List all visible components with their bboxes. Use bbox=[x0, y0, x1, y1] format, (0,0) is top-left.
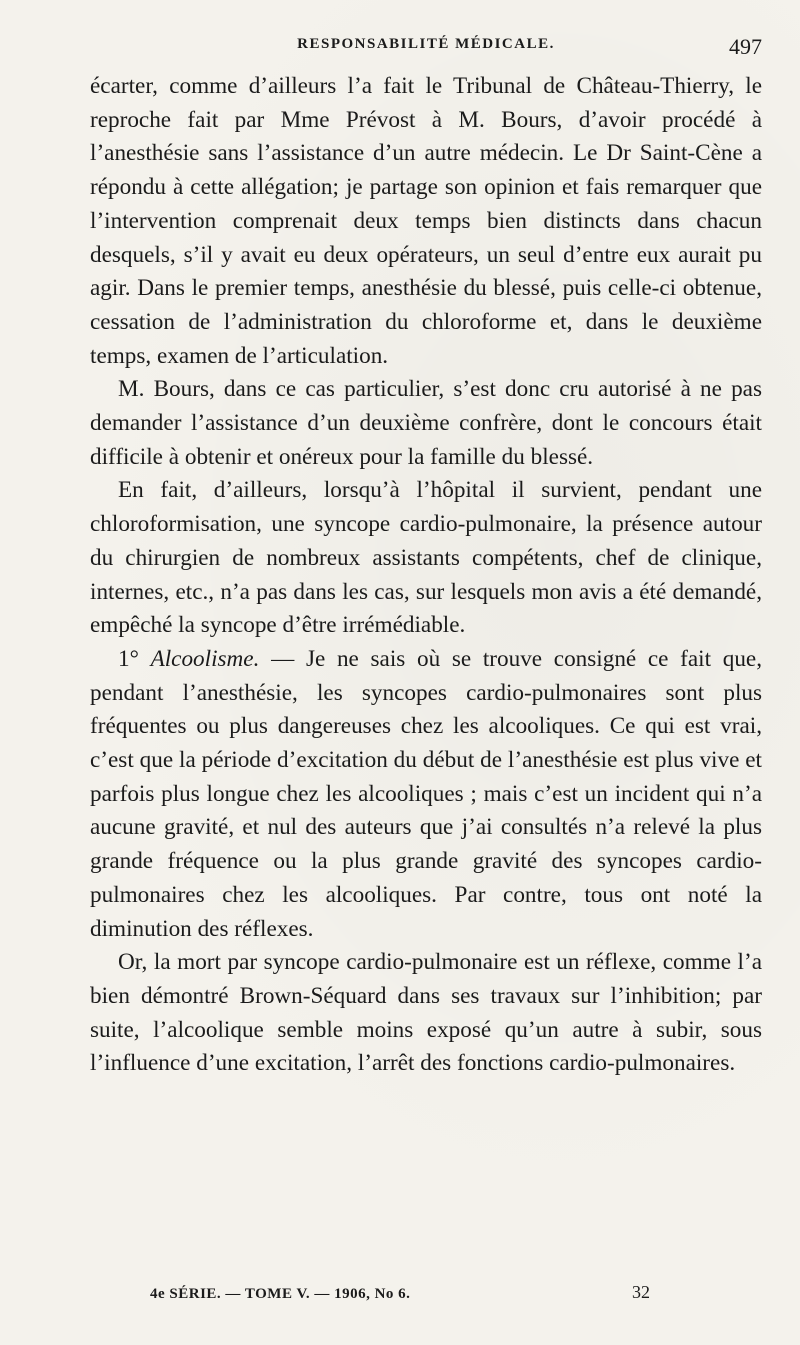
section-alcoolisme bbox=[90, 643, 762, 946]
running-head: RESPONSABILITÉ MÉDICALE. bbox=[297, 36, 555, 52]
paragraph-bours: M. Bours, dans ce cas particulier, s’est donc cru autorisé à ne pas demander l’assistance d’un deuxième confrère, dont le concours était difficile à obtenir et onéreux pour la famille du blessé. bbox=[90, 376, 762, 470]
paragraph-syncope: Or, la mort par syncope cardio-pulmonaire est un réflexe, comme l’a bien démontré Brown-Séquard dans ses travaux sur l’inhibition; par suite, l’alcoolique semble moins exposé qu’un autre à subir, sous l’influence d’une excitation, l’arrêt des fonctions cardio-pulmonaires. bbox=[90, 949, 762, 1077]
page-footer bbox=[150, 1282, 670, 1312]
paragraph-continuation: écarter, comme d’ailleurs l’a fait le Tribunal de Château-Thierry, le reproche fait par Mme Prévost à M. Bours, d’avoir procédé à l’anesthésie sans l’assistance d’un autre médecin. Le Dr Saint-Cène a répondu à cette allégation; je partage son opinion et fais remarquer que l’intervention comprenait deux temps bien distincts dans chacun desquels, s’il y avait eu deux opérateurs, un seul d’entre eux aurait pu agir. Dans le premier temps, anesthésie du blessé, puis celle-ci obtenue, cessation de l’administration du chloroforme et, dans le deuxième temps, examen de l’articulation. bbox=[90, 73, 762, 369]
page-number: 497 bbox=[729, 34, 762, 59]
signature-mark: 32 bbox=[632, 1282, 650, 1302]
section-dash: — bbox=[271, 645, 295, 672]
body-text bbox=[90, 70, 762, 1081]
footer-signature: 4e SÉRIE. — TOME V. — 1906, No 6. bbox=[150, 1286, 411, 1302]
section-title: Alcoolisme. bbox=[150, 645, 260, 672]
section-number: 1° bbox=[118, 645, 139, 672]
page-header bbox=[90, 34, 762, 60]
section-text: Je ne sais où se trouve consigné ce fait que, pendant l’anesthésie, les syncopes cardio-pulmonaires sont plus fréquentes ou plus dangereuses chez les alcooliques. Ce qui est vrai, c’est que la période d’excitation du début de l’anesthésie est plus vive et parfois plus longue chez les alcooliques ; mais c’est un incident qui n’a aucune gravité, et nul des auteurs que j’ai consultés n’a relevé la plus grande fréquence ou la plus grande gravité des syncopes cardio-pulmonaires chez les alcooliques. Par contre, tous ont noté la diminution des réflexes. bbox=[90, 645, 763, 942]
paragraph-hopital: En fait, d’ailleurs, lorsqu’à l’hôpital il survient, pendant une chloroformisation, une syncope cardio-pulmonaire, la présence autour du chirurgien de nombreux assistants compétents, chef de clinique, internes, etc., n’a pas dans les cas, sur lesquels mon avis a été demandé, empêché la syncope d’être irrémédiable. bbox=[90, 477, 762, 639]
